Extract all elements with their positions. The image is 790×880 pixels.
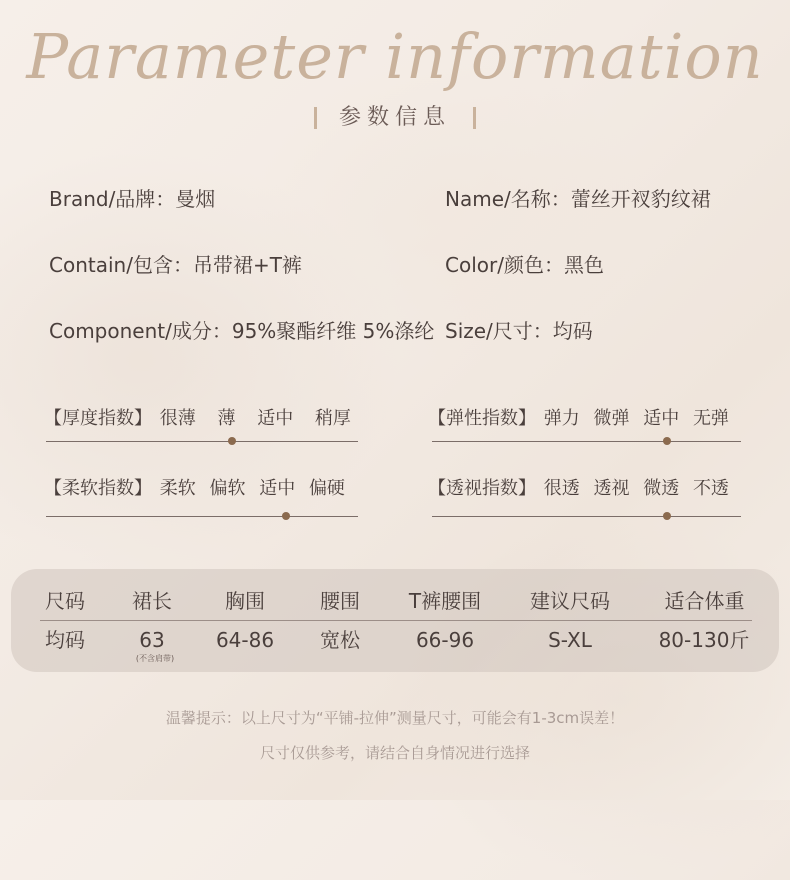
table-cell: 均码 [45, 628, 85, 652]
subtitle: 参数信息 [338, 105, 451, 130]
index-option: 偏硬 [308, 478, 345, 499]
index-option: 适中 [643, 408, 680, 429]
table-cell: 64-86 [215, 628, 275, 652]
index-marker [228, 437, 236, 445]
index-option: 薄 [217, 408, 236, 429]
index-marker [282, 512, 290, 520]
tip-line-2: 尺寸仅供参考，请结合自身情况进行选择 [259, 744, 530, 762]
subtitle-wrap [0, 100, 790, 136]
table-cell: 80-130斤 [658, 628, 750, 652]
index-option: 柔软 [159, 478, 196, 499]
title-script: Parameter information [26, 20, 764, 93]
table-header: 胸围 [225, 589, 265, 613]
subtitle-divider-right [473, 107, 476, 129]
index-softness [44, 477, 345, 501]
table-cell: 63 [139, 628, 165, 652]
index-option: 适中 [259, 478, 296, 499]
table-cell: 宽松 [320, 628, 360, 652]
index-label: 【柔软指数】 [44, 478, 152, 499]
index-transparency [428, 477, 729, 501]
subtitle-divider-left [314, 107, 317, 129]
param-contain: Contain/包含：吊带裙+T裤 [49, 253, 302, 277]
table-header: 腰围 [320, 589, 360, 613]
index-option: 偏软 [209, 478, 246, 499]
table-header: 裙长 [132, 589, 172, 613]
table-cell: 66-96 [415, 628, 475, 652]
index-option: 弹力 [543, 408, 580, 429]
index-option: 无弹 [692, 408, 729, 429]
index-option: 稍厚 [314, 408, 351, 429]
index-option: 不透 [692, 478, 729, 499]
param-size: Size/尺寸：均码 [445, 319, 593, 343]
index-elasticity [428, 407, 729, 431]
index-label: 【厚度指数】 [44, 408, 152, 429]
index-option: 微弹 [593, 408, 630, 429]
table-header: 建议尺码 [530, 589, 610, 613]
index-scale-line [46, 516, 358, 517]
background-shape [0, 150, 400, 570]
index-option: 很透 [543, 478, 580, 499]
index-scale-line [432, 441, 741, 442]
param-color: Color/颜色：黑色 [445, 253, 604, 277]
index-label: 【弹性指数】 [428, 408, 536, 429]
table-note: (不含肩带) [135, 654, 175, 663]
index-scale-line [46, 441, 358, 442]
index-marker [663, 512, 671, 520]
index-option: 适中 [257, 408, 294, 429]
index-label: 【透视指数】 [428, 478, 536, 499]
table-header: 适合体重 [664, 589, 745, 613]
index-option: 微透 [643, 478, 680, 499]
index-scale-line [432, 516, 741, 517]
param-brand: Brand/品牌：曼烟 [49, 187, 216, 211]
table-divider [40, 620, 752, 621]
table-header: 尺码 [45, 589, 85, 613]
table-header: T裤腰围 [408, 589, 482, 613]
table-cell: S-XL [548, 628, 592, 652]
index-marker [663, 437, 671, 445]
tip-line-1: 温馨提示：以上尺寸为“平铺-拉伸”测量尺寸，可能会有1-3cm误差！ [165, 709, 625, 727]
index-thickness [44, 407, 351, 431]
index-option: 透视 [593, 478, 630, 499]
param-name: Name/名称：蕾丝开衩豹纹裙 [445, 187, 711, 211]
param-component: Component/成分：95%聚酯纤维 5%涤纶 [49, 319, 435, 343]
index-option: 很薄 [159, 408, 196, 429]
